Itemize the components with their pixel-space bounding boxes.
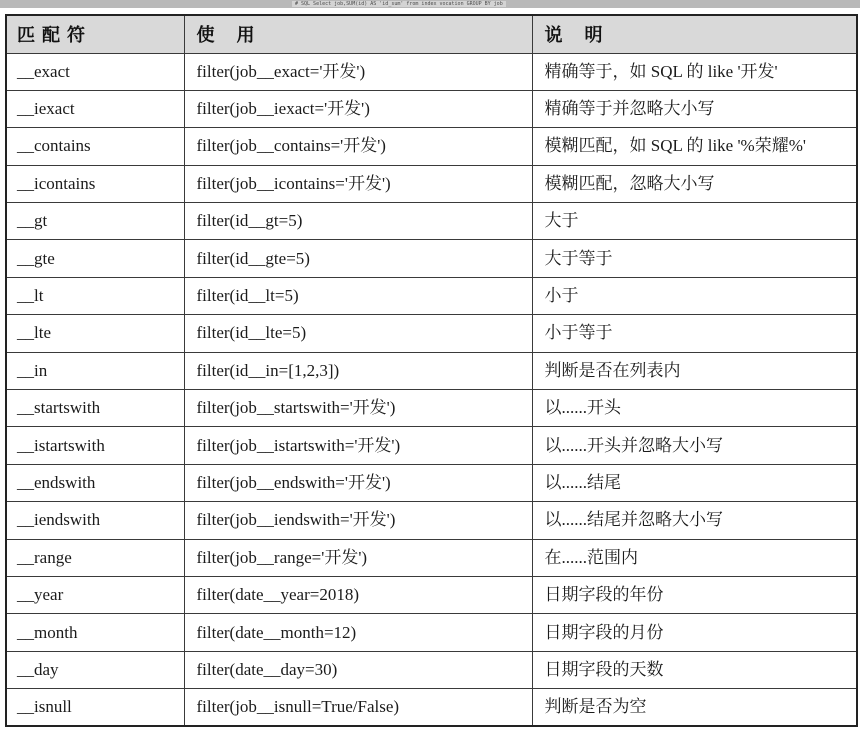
- cell-usage: filter(id__in=[1,2,3]): [184, 352, 532, 389]
- cell-description: 判断是否为空: [532, 689, 857, 726]
- table-row: [6, 90, 857, 127]
- cell-description: 以......开头: [532, 390, 857, 427]
- cell-usage: filter(job__iendswith='开发'): [184, 502, 532, 539]
- cell-match: __startswith: [6, 390, 184, 427]
- cell-match: __month: [6, 614, 184, 651]
- cell-usage: filter(job__isnull=True/False): [184, 689, 532, 726]
- cell-usage: filter(job__contains='开发'): [184, 128, 532, 165]
- column-header-usage: 使用: [184, 15, 532, 53]
- cell-usage: filter(date__year=2018): [184, 576, 532, 613]
- cell-usage: filter(job__istartswith='开发'): [184, 427, 532, 464]
- header-row: [6, 15, 857, 53]
- table-row: [6, 427, 857, 464]
- cell-description: 以......开头并忽略大小写: [532, 427, 857, 464]
- cell-match: __istartswith: [6, 427, 184, 464]
- table-row: [6, 651, 857, 688]
- table-row: [6, 53, 857, 90]
- table-row: [6, 352, 857, 389]
- column-header-description: 说明: [532, 15, 857, 53]
- cell-description: 模糊匹配，忽略大小写: [532, 165, 857, 202]
- cell-match: __in: [6, 352, 184, 389]
- table-row: [6, 128, 857, 165]
- cell-usage: filter(job__endswith='开发'): [184, 464, 532, 501]
- cell-description: 日期字段的年份: [532, 576, 857, 613]
- table-row: [6, 576, 857, 613]
- table-row: [6, 315, 857, 352]
- table-row: [6, 277, 857, 314]
- cell-description: 大于等于: [532, 240, 857, 277]
- column-header-match: 匹配符: [6, 15, 184, 53]
- cell-description: 小于等于: [532, 315, 857, 352]
- cell-usage: filter(date__day=30): [184, 651, 532, 688]
- table-row: [6, 502, 857, 539]
- cell-usage: filter(id__gt=5): [184, 203, 532, 240]
- cell-match: __exact: [6, 53, 184, 90]
- table-row: [6, 203, 857, 240]
- cell-usage: filter(id__gte=5): [184, 240, 532, 277]
- cell-description: 大于: [532, 203, 857, 240]
- table-row: [6, 614, 857, 651]
- cell-match: __isnull: [6, 689, 184, 726]
- lookup-table: [5, 14, 858, 727]
- table-row: [6, 689, 857, 726]
- cell-description: 精确等于并忽略大小写: [532, 90, 857, 127]
- cell-description: 在......范围内: [532, 539, 857, 576]
- cell-description: 精确等于，如 SQL 的 like '开发': [532, 53, 857, 90]
- table-row: [6, 390, 857, 427]
- table-row: [6, 240, 857, 277]
- cell-match: __endswith: [6, 464, 184, 501]
- cell-match: __iexact: [6, 90, 184, 127]
- table-row: [6, 464, 857, 501]
- cell-description: 以......结尾: [532, 464, 857, 501]
- table-row: [6, 165, 857, 202]
- cell-match: __lte: [6, 315, 184, 352]
- cell-description: 日期字段的月份: [532, 614, 857, 651]
- cell-usage: filter(id__lte=5): [184, 315, 532, 352]
- cell-usage: filter(job__iexact='开发'): [184, 90, 532, 127]
- header-strip-text: # SQL Select job,SUM(id) AS 'id_sum' from index vocation GROUP BY job: [292, 1, 506, 7]
- cell-description: 小于: [532, 277, 857, 314]
- top-header-strip: [0, 0, 860, 8]
- cell-usage: filter(job__range='开发'): [184, 539, 532, 576]
- cell-match: __lt: [6, 277, 184, 314]
- cell-match: __day: [6, 651, 184, 688]
- cell-match: __range: [6, 539, 184, 576]
- cell-usage: filter(job__startswith='开发'): [184, 390, 532, 427]
- cell-match: __gt: [6, 203, 184, 240]
- cell-description: 判断是否在列表内: [532, 352, 857, 389]
- cell-match: __contains: [6, 128, 184, 165]
- cell-description: 以......结尾并忽略大小写: [532, 502, 857, 539]
- cell-match: __year: [6, 576, 184, 613]
- cell-match: __gte: [6, 240, 184, 277]
- cell-description: 日期字段的天数: [532, 651, 857, 688]
- cell-match: __icontains: [6, 165, 184, 202]
- table-body: [6, 53, 857, 726]
- cell-usage: filter(date__month=12): [184, 614, 532, 651]
- cell-match: __iendswith: [6, 502, 184, 539]
- table-row: [6, 539, 857, 576]
- cell-usage: filter(job__icontains='开发'): [184, 165, 532, 202]
- cell-description: 模糊匹配，如 SQL 的 like '%荣耀%': [532, 128, 857, 165]
- cell-usage: filter(id__lt=5): [184, 277, 532, 314]
- cell-usage: filter(job__exact='开发'): [184, 53, 532, 90]
